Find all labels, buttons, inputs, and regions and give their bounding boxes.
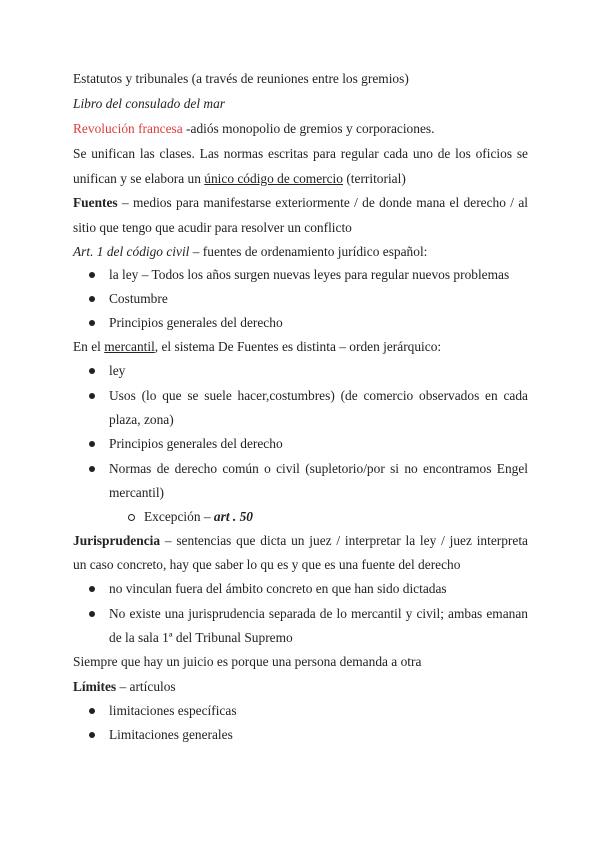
bullet-icon xyxy=(89,296,95,302)
bold-term: Fuentes xyxy=(73,195,118,210)
text-line xyxy=(73,218,528,238)
text: de la sala 1ª del Tribunal Supremo xyxy=(109,630,293,645)
text: – artículos xyxy=(116,679,176,694)
underlined-term: único código de comercio xyxy=(204,171,343,186)
list-item xyxy=(109,289,528,309)
text: no vinculan fuera del ámbito concreto en que han sido dictadas xyxy=(109,581,447,596)
text: Siempre que hay un juicio es porque una persona demanda a otra xyxy=(73,654,422,669)
list-item xyxy=(109,361,528,381)
text-line xyxy=(73,144,528,164)
list-item xyxy=(109,386,528,406)
bullet-icon xyxy=(89,611,95,617)
bullet-icon xyxy=(89,441,95,447)
list-item xyxy=(109,434,528,454)
italic-term: Art. 1 del código civil xyxy=(73,244,190,259)
text-line xyxy=(73,94,528,114)
text: Normas de derecho común o civil (supletorio/por si no encontramos Engel xyxy=(109,461,528,476)
text: En el xyxy=(73,339,105,354)
text: – medios para manifestarse exteriormente / de donde mana el derecho / al xyxy=(117,195,528,210)
list-item xyxy=(109,313,528,333)
text: Usos (lo que se suele hacer,costumbres) (de comercio observados en cada xyxy=(109,388,528,403)
bullet-icon xyxy=(89,466,95,472)
sub-list-item xyxy=(144,507,528,527)
text-line xyxy=(73,337,528,357)
text: Limitaciones generales xyxy=(109,727,233,742)
list-item-continuation xyxy=(109,410,528,430)
list-item xyxy=(109,701,528,721)
text-line xyxy=(73,555,528,575)
list-item xyxy=(109,725,528,745)
list-item xyxy=(109,265,528,285)
text: Estatutos y tribunales (a través de reuniones entre los gremios) xyxy=(73,71,409,86)
text-line xyxy=(73,652,528,672)
text: Se unifican las clases. Las normas escritas para regular cada uno de los oficios se xyxy=(73,146,528,161)
list-item-continuation xyxy=(109,483,528,503)
bullet-icon xyxy=(89,393,95,399)
text: Costumbre xyxy=(109,291,168,306)
text: mercantil) xyxy=(109,485,165,500)
text: plaza, zona) xyxy=(109,412,174,427)
list-item-continuation xyxy=(109,628,528,648)
text: (territorial) xyxy=(342,171,406,186)
text-line xyxy=(73,119,528,139)
list-item xyxy=(109,604,528,624)
bullet-icon xyxy=(89,586,95,592)
sub-bullet-icon xyxy=(128,514,135,521)
bullet-icon xyxy=(89,732,95,738)
text: unifican y se elabora un xyxy=(73,171,205,186)
list-item xyxy=(109,459,528,479)
text: Principios generales del derecho xyxy=(109,436,283,451)
bullet-icon xyxy=(89,708,95,714)
bullet-icon xyxy=(89,368,95,374)
text: No existe una jurisprudencia separada de lo mercantil y civil; ambas emanan xyxy=(109,606,528,621)
text: ley xyxy=(109,363,126,378)
text: Libro del consulado del mar xyxy=(73,96,226,111)
text: sitio que tengo que acudir para resolver un conflicto xyxy=(73,220,352,235)
text: – sentencias que dicta un juez / interpretar la ley / juez interpreta xyxy=(160,533,528,548)
text-line xyxy=(73,169,528,189)
text: – fuentes de ordenamiento jurídico español: xyxy=(189,244,428,259)
text: Excepción – xyxy=(144,509,214,524)
bold-term: Jurisprudencia xyxy=(73,533,161,548)
underlined-term: mercantil xyxy=(104,339,155,354)
bold-term: Límites xyxy=(73,679,117,694)
text-line xyxy=(73,531,528,551)
text-line xyxy=(73,677,528,697)
text: un caso concreto, hay que saber lo qu es y que es una fuente del derecho xyxy=(73,557,461,572)
bullet-icon xyxy=(89,320,95,326)
text: la ley – Todos los años surgen nuevas leyes para regular nuevos problemas xyxy=(109,267,510,282)
text: Principios generales del derecho xyxy=(109,315,283,330)
list-item xyxy=(109,579,528,599)
article-reference: art . 50 xyxy=(213,509,253,524)
text: -adiós monopolio de gremios y corporaciones. xyxy=(182,121,435,136)
bullet-icon xyxy=(89,272,95,278)
text-line xyxy=(73,193,528,213)
text-line xyxy=(73,242,528,262)
highlighted-term: Revolución francesa xyxy=(73,121,183,136)
text: , el sistema De Fuentes es distinta – orden jerárquico: xyxy=(154,339,442,354)
text-line xyxy=(73,69,528,89)
text: limitaciones específicas xyxy=(109,703,237,718)
